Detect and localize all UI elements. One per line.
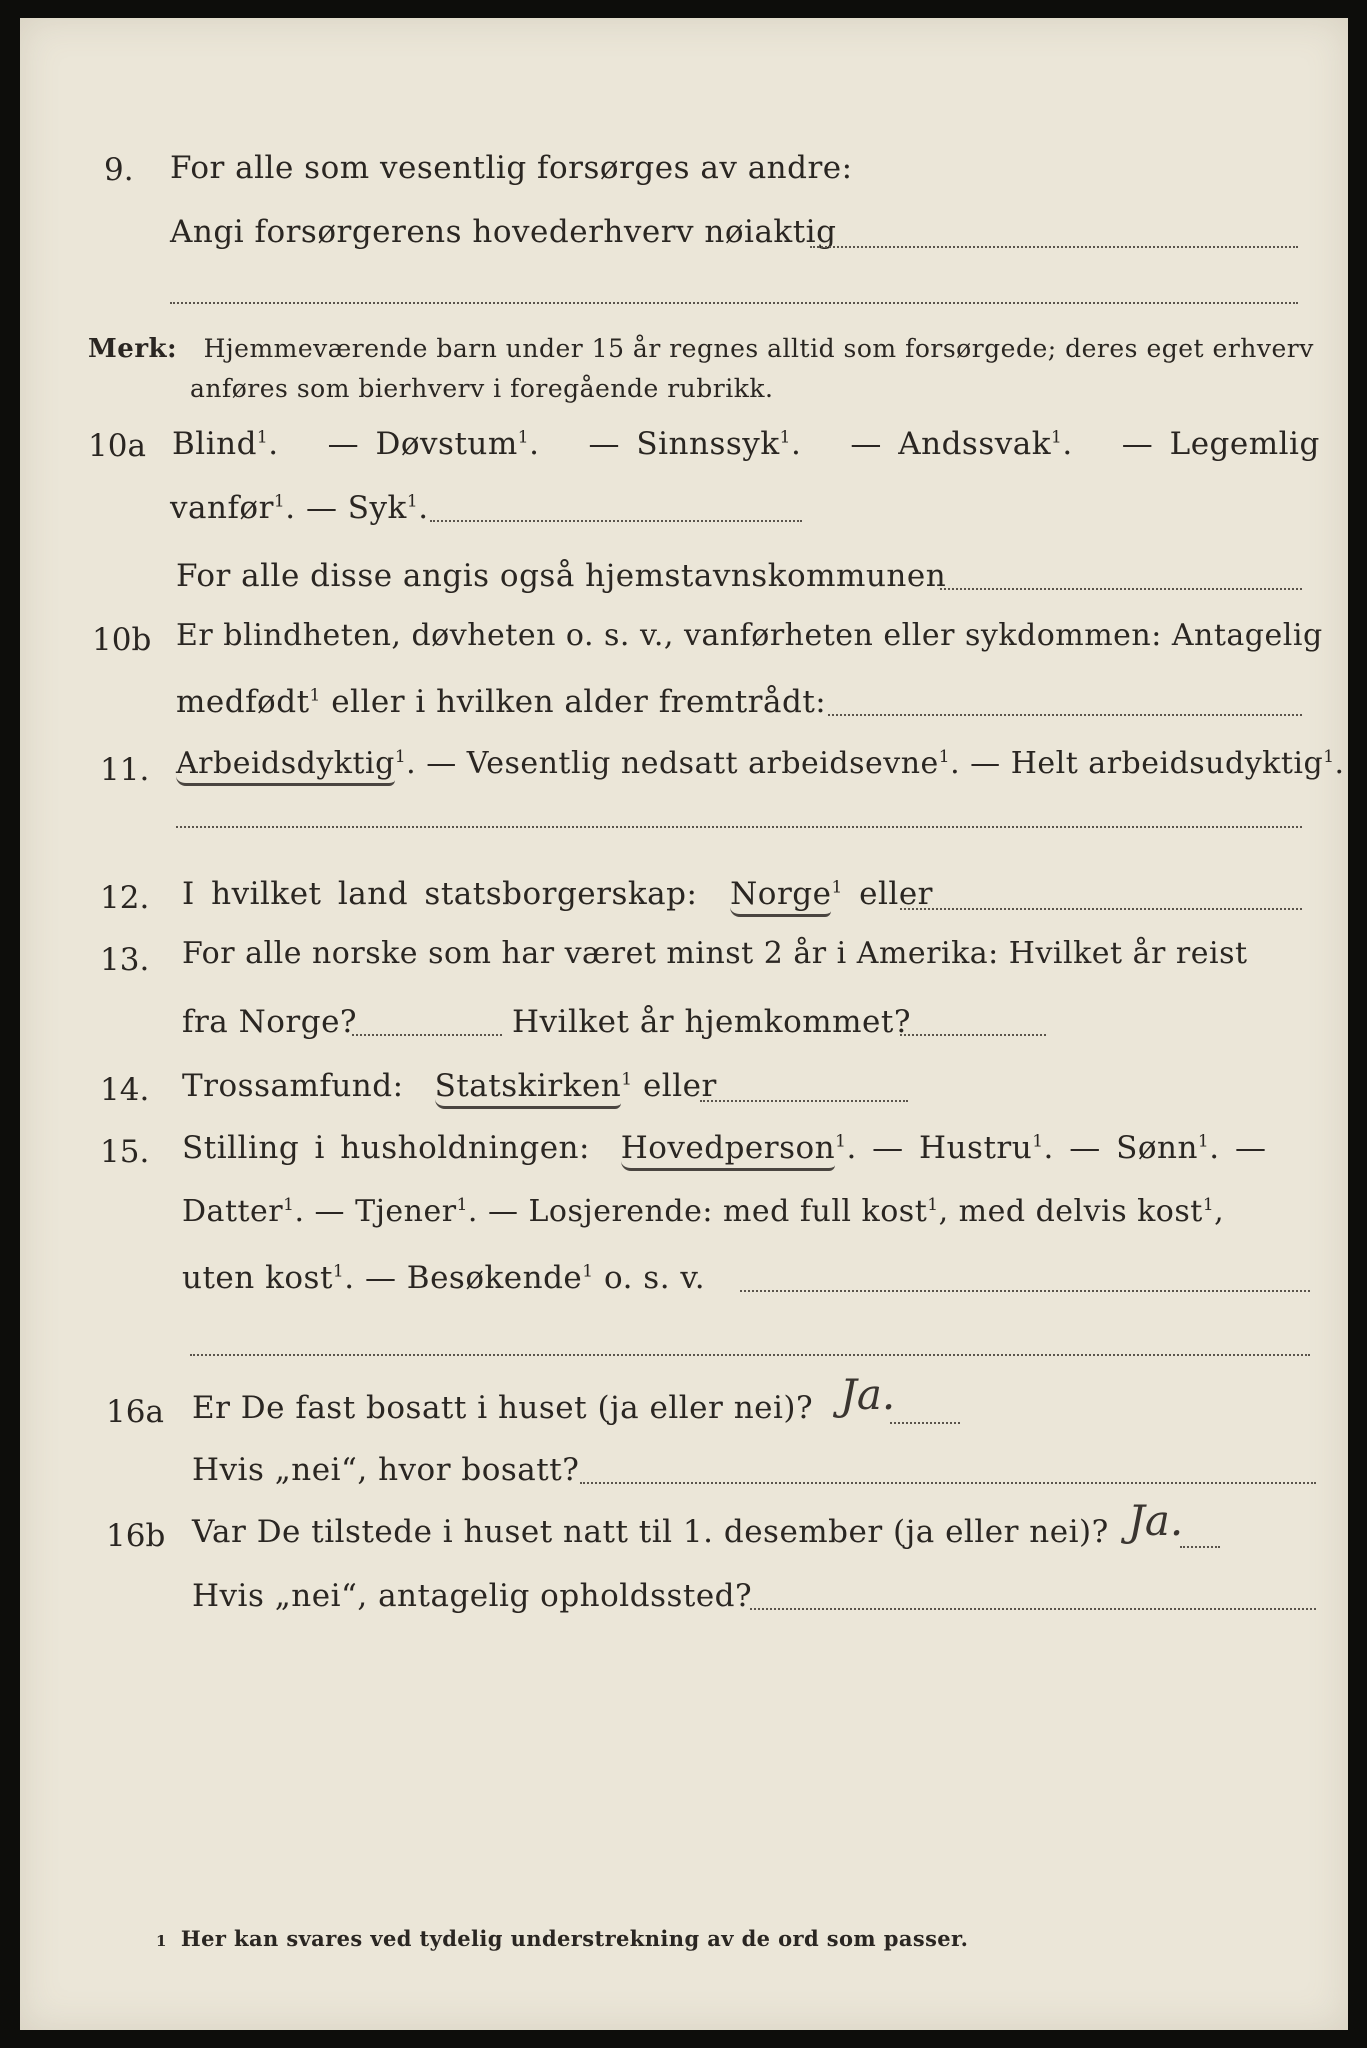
q15-answer-line-2 bbox=[190, 1354, 1310, 1356]
q15-answer-line bbox=[740, 1290, 1310, 1292]
q13-line2a: fra Norge? bbox=[182, 1004, 358, 1040]
q16b-number: 16b bbox=[106, 1518, 166, 1554]
q10a-line1: Blind$^1$. — Døvstum$^1$. — Sinnssyk$^1$. — Andssvak$^1$. — Legemlig bbox=[172, 426, 1320, 462]
q15-number: 15. bbox=[100, 1134, 150, 1170]
q13-line2b: Hvilket år hjemkommet? bbox=[512, 1004, 911, 1040]
q16b-answer-line bbox=[1180, 1546, 1220, 1548]
q16b-handwritten-answer: Ja. bbox=[1128, 1496, 1184, 1545]
q16a-number: 16a bbox=[106, 1394, 164, 1430]
q16a-line1: Er De fast bosatt i huset (ja eller nei)? bbox=[192, 1390, 814, 1426]
q15-line3: uten kost$^1$. — Besøkende$^1$ o. s. v. bbox=[182, 1260, 706, 1296]
merk-line1: Hjemmeværende barn under 15 år regnes alltid som forsørgede; deres eget erhverv bbox=[203, 334, 1314, 363]
q13-number: 13. bbox=[100, 942, 150, 978]
q16a-handwritten-answer: Ja. bbox=[840, 1370, 896, 1419]
q12-line: I hvilket land statsborgerskap: Norge$^1$ eller bbox=[182, 876, 933, 912]
q10a-item-legemlig: — Legemlig bbox=[1121, 426, 1320, 462]
q10a-line3: For alle disse angis også hjemstavnskommunen bbox=[176, 558, 947, 594]
q10b-answer-line bbox=[828, 714, 1302, 716]
q15-line2: Datter$^1$. — Tjener$^1$. — Losjerende: med full kost$^1$, med delvis kost$^1$, bbox=[182, 1194, 1225, 1229]
q10a-number: 10a bbox=[88, 428, 146, 464]
q12-answer-line bbox=[900, 908, 1302, 910]
q11-number: 11. bbox=[100, 752, 150, 788]
q10a-answer-line bbox=[430, 520, 802, 522]
q12-number: 12. bbox=[100, 880, 150, 916]
q13-line1: For alle norske som har været minst 2 år i Amerika: Hvilket år reist bbox=[182, 936, 1248, 971]
footnote-mark: 1 bbox=[156, 1932, 167, 1950]
q16a-line2: Hvis „nei“, hvor bosatt? bbox=[192, 1452, 580, 1488]
q10a-line2: vanfør$^1$. — Syk$^1$. bbox=[170, 490, 429, 526]
q9-line2: Angi forsørgerens hovederhverv nøiaktig bbox=[170, 214, 837, 250]
q9-line1: For alle som vesentlig forsørges av andre: bbox=[170, 150, 853, 186]
q10b-line1: Er blindheten, døvheten o. s. v., vanførheten eller sykdommen: Antagelig bbox=[176, 618, 1323, 653]
census-form-page bbox=[20, 18, 1348, 2030]
q10a-item-sinnssyk: — Sinnssyk bbox=[588, 426, 780, 462]
footnote-text: Her kan svares ved tydelig understrekning av de ord som passer. bbox=[180, 1926, 969, 1951]
q14-number: 14. bbox=[100, 1072, 150, 1108]
merk-note bbox=[88, 334, 1314, 364]
q15-line1: Stilling i husholdningen: Hovedperson$^1$. — Hustru$^1$. — Sønn$^1$. — bbox=[182, 1130, 1266, 1166]
merk-label: Merk: bbox=[88, 334, 178, 364]
q14-answer-line bbox=[700, 1100, 908, 1102]
q14-option-statskirken-underlined: Statskirken bbox=[435, 1068, 622, 1109]
q13-reist-line bbox=[352, 1034, 502, 1036]
q10b-line2: medfødt$^1$ eller i hvilken alder fremtrådt: bbox=[176, 684, 827, 720]
q10b-number: 10b bbox=[92, 622, 152, 658]
q10a-item-dovstum: — Døvstum bbox=[327, 426, 518, 462]
q16a-bosatt-line bbox=[580, 1482, 1316, 1484]
q16a-answer-line bbox=[890, 1422, 960, 1424]
q16b-line2: Hvis „nei“, antagelig opholdssted? bbox=[192, 1578, 753, 1614]
q9-answer-line bbox=[810, 246, 1298, 248]
q16b-opholdssted-line bbox=[750, 1608, 1316, 1610]
q11-answer-line bbox=[176, 826, 1302, 828]
q16b-line1: Var De tilstede i huset natt til 1. desember (ja eller nei)? bbox=[192, 1514, 1109, 1550]
q13-hjemkommet-line bbox=[900, 1034, 1046, 1036]
q10a-hjemstavn-line bbox=[940, 588, 1302, 590]
q12-option-norge-underlined: Norge bbox=[730, 876, 831, 917]
q10a-item-andssvak: — Andssvak bbox=[850, 426, 1052, 462]
q9-answer-line-2 bbox=[170, 302, 1298, 304]
q15-option-hovedperson-underlined: Hovedperson bbox=[621, 1130, 835, 1171]
merk-line2: anføres som bierhverv i foregående rubrikk. bbox=[190, 374, 774, 403]
q11-option-arbeidsdyktig-underlined: Arbeidsdyktig bbox=[176, 746, 395, 786]
q9-number: 9. bbox=[104, 152, 134, 188]
q11-line: Arbeidsdyktig$^1$. — Vesentlig nedsatt arbeidsevne$^1$. — Helt arbeidsudyktig$^1$. bbox=[176, 746, 1345, 781]
footnote bbox=[156, 1926, 968, 1951]
q14-line: Trossamfund: Statskirken$^1$ eller bbox=[182, 1068, 717, 1104]
q10a-item-blind: Blind bbox=[172, 426, 257, 462]
